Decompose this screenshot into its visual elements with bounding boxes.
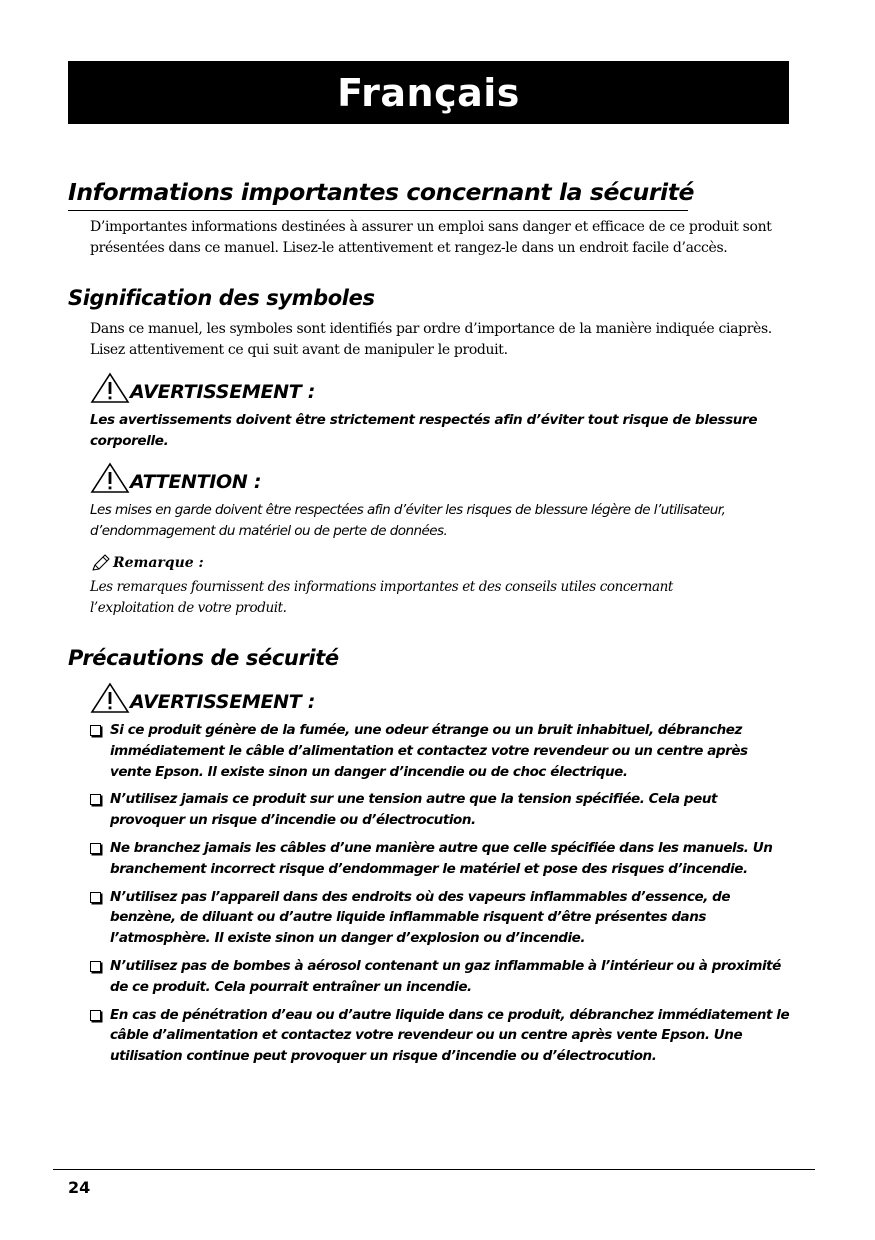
warning-triangle-icon: [90, 372, 130, 404]
language-title: Français: [337, 70, 520, 115]
list-item: [90, 887, 790, 949]
safety-info-body: D’importantes informations destinées à assurer un emploi sans danger et efficace de ce produit sont présentées dans ce manuel. Lisez-le attentivement et rangez-le dans un endroit facile d’accès.: [90, 219, 772, 256]
checkbox-bullet-icon: [90, 892, 101, 903]
footer-divider: [53, 1169, 815, 1170]
checkbox-bullet-icon: [90, 725, 101, 736]
caution-text: Les mises en garde doivent être respectées afin d’éviter les risques de blessure légère de l’utilisateur, d’endommagement du matériel ou de perte de données.: [90, 502, 726, 539]
list-item-text: Ne branchez jamais les câbles d’une manière autre que celle spécifiée dans les manuels. Un branchement incorrect risque d’endommager le matériel et pose des risques d’incendie.: [110, 839, 773, 877]
list-item: [90, 1005, 790, 1067]
list-item: [90, 720, 790, 782]
symbols-body: Dans ce manuel, les symboles sont identifiés par ordre d’importance de la manière indiquée ciaprès. Lisez attentivement ce qui suit avant de manipuler le produit.: [90, 321, 772, 358]
warning-triangle-icon: [90, 682, 130, 714]
page-number: 24: [68, 1178, 91, 1197]
precautions-heading: Précautions de sécurité: [68, 646, 339, 670]
warning-label: AVERTISSEMENT :: [130, 381, 316, 403]
precautions-warning-label: AVERTISSEMENT :: [130, 691, 316, 713]
checkbox-bullet-icon: [90, 794, 101, 805]
list-item-text: N’utilisez pas l’appareil dans des endroits où des vapeurs inflammables d’essence, de benzène, de diluant ou d’autre liquide inflammable risquent d’être présentes dans l’atmosphère. Il existe sinon un danger d’explosion ou d’incendie.: [110, 888, 731, 947]
note-text: Les remarques fournissent des informations importantes et des conseils utiles concernant l’exploitation de votre produit.: [90, 579, 673, 616]
list-item-text: N’utilisez jamais ce produit sur une tension autre que la tension spécifiée. Cela peut provoquer un risque d’incendie ou d’électrocution.: [110, 791, 717, 829]
checkbox-bullet-icon: [90, 843, 101, 854]
caution-label: ATTENTION :: [130, 471, 262, 493]
pencil-icon: [90, 553, 112, 573]
symbols-heading: Signification des symboles: [68, 286, 375, 310]
list-item-text: N’utilisez pas de bombes à aérosol contenant un gaz inflammable à l’intérieur ou à proximité de ce produit. Cela pourrait entraîner un incendie.: [110, 957, 781, 995]
caution-triangle-icon: [90, 462, 130, 494]
list-item-text: Si ce produit génère de la fumée, une odeur étrange ou un bruit inhabituel, débranchez immédiatement le câble d’alimentation et contactez votre revendeur ou un centre après vente Epson. Il existe sinon un danger d’incendie ou de choc électrique.: [110, 722, 748, 780]
note-header: [90, 553, 204, 573]
list-item: [90, 838, 790, 880]
list-item: [90, 789, 790, 831]
note-label: Remarque :: [113, 555, 204, 571]
checkbox-bullet-icon: [90, 961, 101, 972]
list-item-text: En cas de pénétration d’eau ou d’autre liquide dans ce produit, débranchez immédiatement le câble d’alimentation et contactez votre revendeur ou un centre après vente Epson. Une utilisation continue peut provoquer un risque d’incendie ou d’électrocution.: [110, 1006, 790, 1065]
warning-text: Les avertissements doivent être strictement respectés afin d’éviter tout risque de blessure corporelle.: [90, 412, 758, 449]
checkbox-bullet-icon: [90, 1010, 101, 1021]
precautions-list: [90, 720, 790, 1074]
language-banner: [68, 61, 789, 124]
safety-info-heading: Informations importantes concernant la sécurité: [68, 174, 688, 211]
list-item: [90, 956, 790, 998]
warning-header: [90, 372, 315, 404]
caution-header: [90, 462, 261, 494]
precautions-warning-header: [90, 682, 315, 714]
